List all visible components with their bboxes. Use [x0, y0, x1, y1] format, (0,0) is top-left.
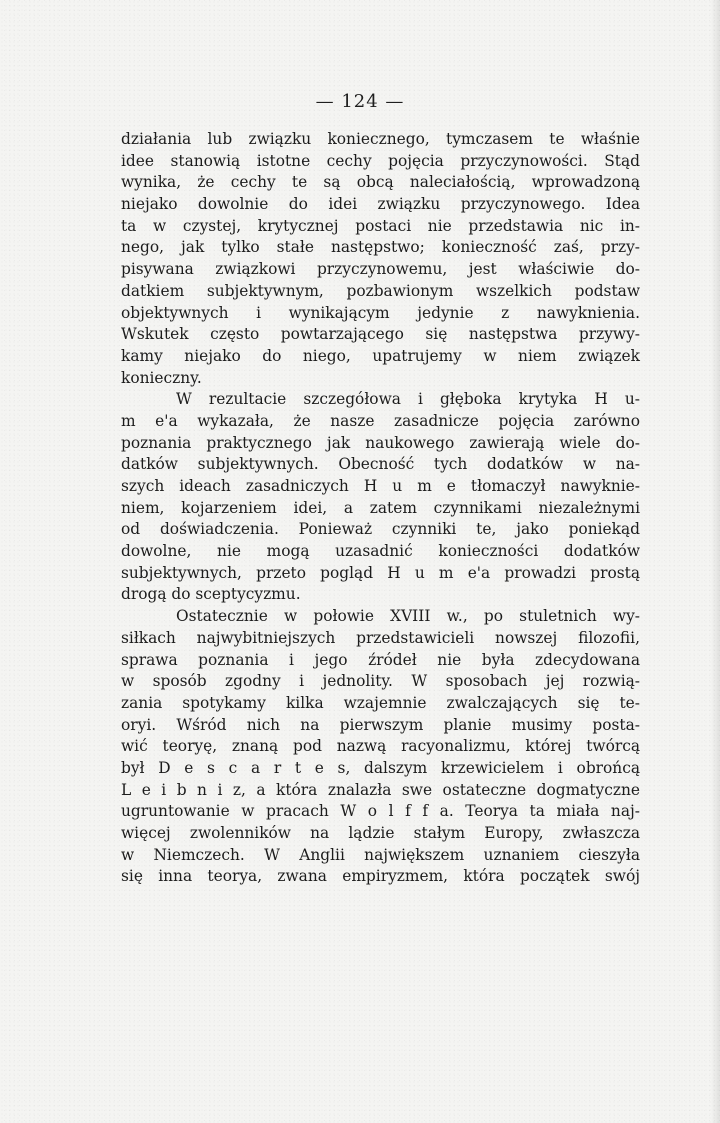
- page-number: — 124 —: [315, 91, 405, 112]
- text-line: dowolne, nie mogą uzasadnić konieczności dodatków: [121, 542, 640, 561]
- text-line: w sposób zgodny i jednolity. W sposobach jej rozwią-: [121, 672, 640, 691]
- text-line: idee stanowią istotne cechy pojęcia przyczynowości. Stąd: [121, 151, 640, 170]
- text-line: datkiem subjektywnym, pozbawionym wszelkich podstaw: [121, 281, 640, 300]
- text-line: subjektywnych, przeto pogląd H u m e'a prowadzi prostą: [121, 563, 640, 582]
- paragraph-start-line: W rezultacie szczegółowa i głęboka krytyka H u-: [176, 390, 640, 409]
- text-line: w Niemczech. W Anglii największem uznaniem cieszyła: [121, 845, 640, 864]
- text-line: się inna teorya, zwana empiryzmem, która początek swój: [121, 867, 640, 886]
- text-line: kamy niejako do niego, upatrujemy w niem związek: [121, 346, 640, 365]
- text-line: m e'a wykazała, że nasze zasadnicze pojęcia zarówno: [121, 411, 640, 430]
- body-text: [121, 129, 640, 888]
- text-line: od doświadczenia. Ponieważ czynniki te, jako poniekąd: [121, 520, 640, 539]
- text-line: Wskutek często powtarzającego się następstwa przywy-: [121, 325, 640, 344]
- paragraph-end-line: konieczny.: [121, 368, 202, 387]
- text-line: objektywnych i wynikającym jedynie z nawyknienia.: [121, 303, 640, 322]
- text-line: poznania praktycznego jak naukowego zawierają wiele do-: [121, 433, 640, 452]
- text-line: był D e s c a r t e s, dalszym krzewicielem i obrońcą: [121, 758, 640, 777]
- text-line: niem, kojarzeniem idei, a zatem czynnikami niezależnymi: [121, 498, 640, 517]
- text-line: datków subjektywnych. Obecność tych dodatków w na-: [121, 455, 640, 474]
- text-line: pisywana związkowi przyczynowemu, jest właściwie do-: [121, 260, 640, 279]
- text-line: działania lub związku koniecznego, tymczasem te właśnie: [121, 130, 640, 148]
- text-line: niejako dowolnie do idei związku przyczynowego. Idea: [121, 195, 640, 214]
- text-line: szych ideach zasadniczych H u m e tłomaczył nawyknie-: [121, 477, 640, 495]
- text-line: więcej zwolenników na lądzie stałym Europy, zwłaszcza: [121, 824, 640, 842]
- page-edge-shadow: [710, 0, 720, 1123]
- paragraph-end-line: drogą do sceptycyzmu.: [121, 585, 301, 604]
- text-line: sprawa poznania i jego źródeł nie była zdecydowana: [121, 650, 640, 669]
- text-line: zania spotykamy kilka wzajemnie zwalczających się te-: [121, 693, 640, 712]
- text-line: wić teoryę, znaną pod nazwą racyonalizmu, której twórcą: [121, 737, 640, 756]
- text-line: ta w czystej, krytycznej postaci nie przedstawia nic in-: [121, 216, 640, 235]
- paragraph-start-line: Ostatecznie w połowie XVIII w., po stuletnich wy-: [176, 607, 640, 626]
- text-line: L e i b n i z, a która znalazła swe ostateczne dogmatyczne: [121, 780, 640, 799]
- text-line: wynika, że cechy te są obcą naleciałością, wprowadzoną: [121, 173, 640, 192]
- text-line: nego, jak tylko stałe następstwo; konieczność zaś, przy-: [121, 238, 640, 257]
- text-line: oryi. Wśród nich na pierwszym planie musimy posta-: [121, 715, 640, 734]
- text-line: ugruntowanie w pracach W o l f f a. Teorya ta miała naj-: [121, 802, 640, 821]
- text-line: siłkach najwybitniejszych przedstawicieli nowszej filozofii,: [121, 628, 640, 647]
